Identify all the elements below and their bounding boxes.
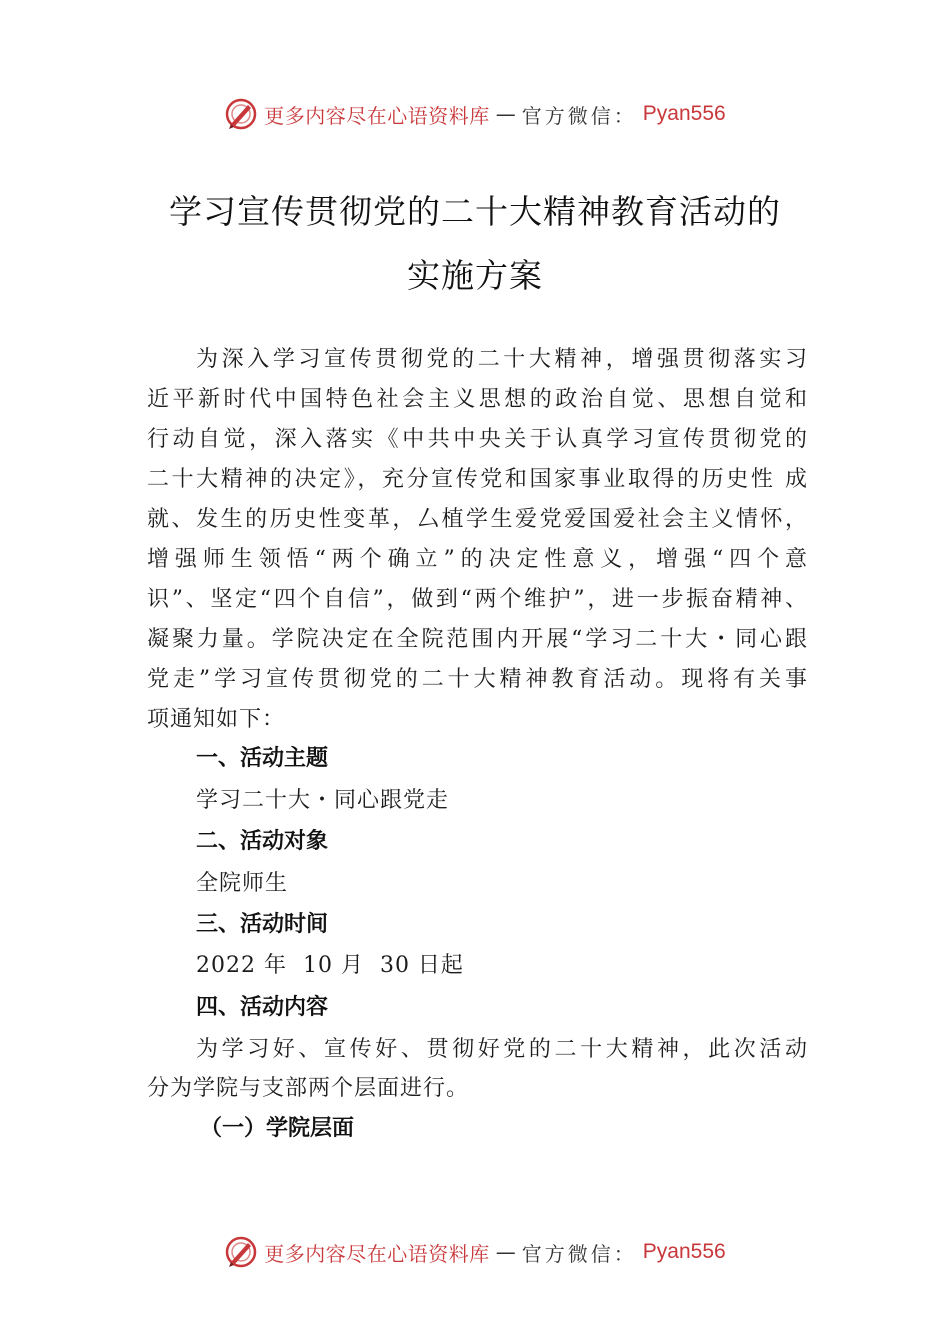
banner-separator: —	[495, 1240, 516, 1264]
header-banner	[0, 94, 950, 134]
paragraph-line: 二十大精神的决定》，充分宣传党和国家事业取得的历史性 成	[147, 467, 807, 492]
section-heading-time: 三、活动时间	[196, 912, 329, 937]
banner-wechat-id: Pyan556	[642, 102, 726, 125]
paragraph-line: 凝聚力量。学院决定在全院范围内开展“学习二十大・同心跟	[147, 627, 807, 652]
paragraph-line: 就、发生的历史性变革，厶植学生爱党爱国爱社会主义情怀，	[147, 507, 807, 532]
paragraph-line: 项通知如下：	[147, 707, 286, 732]
section-heading-audience: 二、活动对象	[196, 829, 329, 854]
paragraph-line: 行动自觉，深入落实《中共中央关于认真学习宣传贯彻党的	[147, 427, 807, 452]
sub-heading-college-level: （一）学院层面	[200, 1115, 355, 1141]
paragraph-line: 为学习好、宣传好、贯彻好党的二十大精神，此次活动	[196, 1037, 807, 1062]
pen-logo-icon	[224, 97, 258, 131]
section-content-theme: 学习二十大・同心跟党走	[196, 788, 450, 813]
section-content-audience: 全院师生	[196, 871, 289, 896]
paragraph-line: 党走”学习宣传贯彻党的二十大精神教育活动。现将有关事	[147, 667, 807, 692]
section-heading-content: 四、活动内容	[196, 995, 329, 1020]
banner-wechat-label: 官方微信：	[521, 1243, 637, 1266]
banner-slogan: 更多内容尽在心语资料库	[264, 1241, 490, 1266]
banner-separator: —	[495, 102, 516, 126]
banner-slogan: 更多内容尽在心语资料库	[264, 103, 490, 128]
document-title-line-2: 实施方案	[407, 256, 543, 295]
paragraph-line: 近平新时代中国特色社会主义思想的政治自觉、思想自觉和	[147, 387, 807, 412]
footer-banner	[0, 1232, 950, 1272]
banner-wechat-label: 官方微信：	[521, 105, 637, 128]
paragraph-line: 识”、坚定“四个自信”，做到“两个维护”，进一步振奋精神、	[147, 587, 807, 612]
document-title-line-1: 学习宣传贯彻党的二十大精神教育活动的	[169, 192, 781, 231]
paragraph-line: 增强师生领悟“两个确立”的决定性意义，增强“四个意	[147, 547, 807, 572]
paragraph-line: 为深入学习宣传贯彻党的二十大精神，增强贯彻落实习	[196, 347, 807, 372]
section-content-time: 2022 年 10 月 30 日起	[196, 953, 464, 978]
banner-wechat-id: Pyan556	[642, 1240, 726, 1263]
pen-logo-icon	[224, 1235, 258, 1269]
section-heading-theme: 一、活动主题	[196, 746, 329, 771]
paragraph-line: 分为学院与支部两个层面进行。	[147, 1076, 470, 1101]
